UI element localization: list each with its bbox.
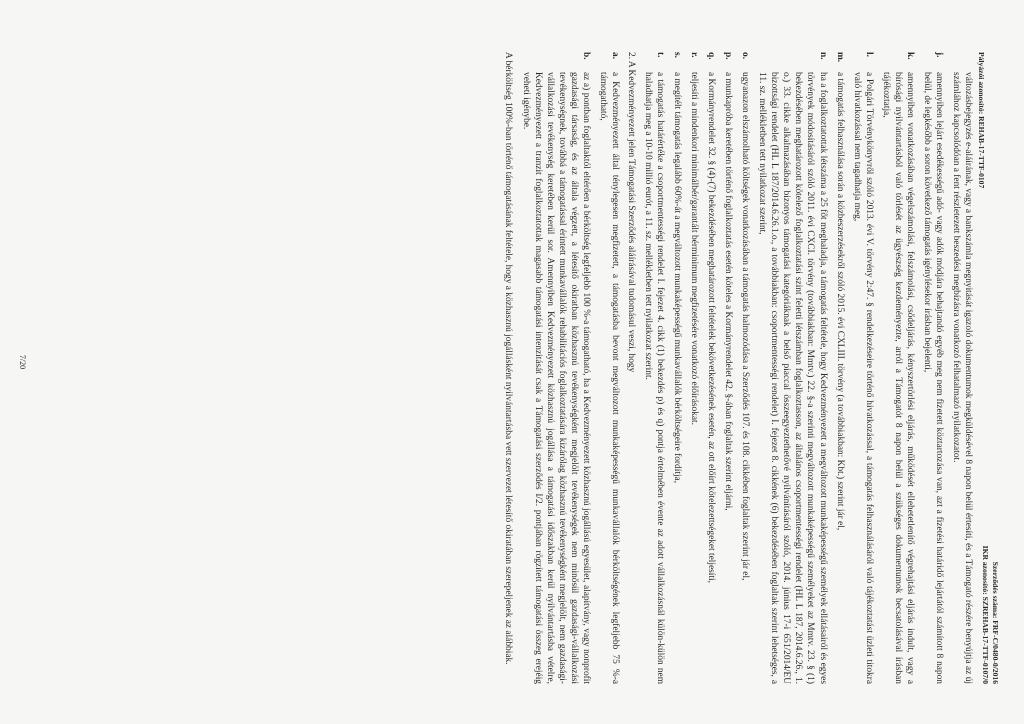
list-item: változásbejegyzés e-aláírának, vagy a bankszámla megnyitását igazoló dokumentumok megküldésével 8 napon belül értesíti, és a Támogató részére benyújtja az új számlához kapcsolódóan a fent részletezett beszedési megbízásra vonatkozó felhatalmazó nyilatkozatot. <box>950 72 973 684</box>
document-page <box>12 12 1012 712</box>
list-item: b. az a) pontban foglaltaktól eltérően a bérköltség legfeljebb 100 %-a támogatható, ha a Kedvezményezett közhasznú jogállású egyesület, alapítvány, vagy nonprofit gazdasági társaság, és az általa végzett, a létesítő okiratban közhasznú tevékenységként megjelölt tevékenységek nem minősül gazdasági-vállalkozási tevékenységnek, továbbá a támogatással érintett munkavállalók rehabilitációs foglalkoztatására kizárólag közhasznú tevékenységként megjelölt, nem gazdasági-vállalkozási tevékenység keretében kerül sor. Amennyiben Kedvezményezett közhasznú jogállása a támogatási időszakban kerül nyilvántartásba vételre, Kedvezményezett a tranzit foglalkoztatottak magasabb támogatási intenzitását csak a Támogatási szerződés I/2. pontjában rögzített támogatási összeg erejéig veheti igénybe. <box>520 52 591 684</box>
list-item: t. a támogatás határértéke a csoportmentességi rendelet I. fejezet 4. cikk (1) bekezdés p) és q) pontja értelmében évente az adott vállalkozásnál külön-külön nem haladhatja meg a 10-10 millió eurót, a 11. sz. mellékletben tett nyilatkozat szerint. <box>642 52 666 684</box>
ikr-id: IKR azonosító: SZREHAB-17-TTF-0107/0 <box>981 545 990 684</box>
list-item: p. a munkapróba keretében történő foglalkoztatás esetén köteles a Kormányrendelet 42. §-ában foglaltak szerint eljárni, <box>723 52 734 511</box>
contract-number: Szerződés száma: FRF-C/0480-0/2016 <box>991 561 1000 684</box>
list-item: q. a Kormányrendelet 32. § (4)-(7) bekezdésében meghatározott feltételek bekövetkezésének esetén, az ott előírt kötelezettségeket teljesíti, <box>706 52 717 583</box>
contract-ids <box>980 546 1000 684</box>
acknowledgements-list <box>520 52 621 684</box>
list-item: s. a megítélt támogatás legalább 60%-át a megváltozott munkaképességű munkavállalók bérköltségeire fordítja, <box>672 52 683 484</box>
closing-paragraph: A bérköltség 100%-ban történő támogatásának feltétele, hogy a közhasznú jogállásként nyilvántartásba vett szervezet létesítő okiratában szerepeljenek az alábbiak. <box>503 52 514 665</box>
applicant-id: Pályázói azonosító: REHAB-17-TTF-0107 <box>977 52 986 189</box>
list-item: l. a Polgári Törvénykönyvről szóló 2013. évi V. törvény 2:47. § rendelkezéseire történő hivatkozással, a támogatás felhasználásáról való tájékoztatást üzleti titokra való hivatkozással nem tagadhatja meg, <box>851 52 874 684</box>
list-item: n. ha a foglalkoztatottak létszáma a 25 főt meghaladja, a támogatás feltétele, hogy Kedvezményezett a megváltozott munkaképességű személyek ellátásairól és egyes törvények módosításáról szóló 2011. évi CXCI. törvény (továbbiakban: Mmtv.) 22. §-a szerinti megváltozott munkaképességű személyeket az Mmtv. 23. § (1) bekezdésében meghatározott kötelező foglalkoztatási szint feletti létszámban foglalkoztasson, az általános csoportmentességi rendelet (HL L 187, 2014.6.26., 1. o.) 33. cikke alkalmazásában bizonyos támogatási kategóriáknak a belső piaccal összeegyeztethetővé nyilvánításáról szóló, 2014. június 17-i 651/2014/EU bizottsági rendelet (HL L 187/2014.6.26.1.o., a továbbiakban: csoportmentességi rendelet) I. fejezet 8. cikkének (6) bekezdésében foglaltak szerint lehetséges, a 11. sz. mellékletben tett nyilatkozat szerint, <box>757 52 828 684</box>
page-number: 7/20 <box>18 354 28 370</box>
section-2-heading: 2. A Kedvezményezett jelen Támogatási Szerződés aláírásával tudomásul veszi, hogy <box>625 52 636 373</box>
list-item: r. teljesíti a mindenkori minimálbér/garantált bérminimum megfizetésére vonatkozó előírásokat. <box>689 52 700 426</box>
list-item: o. ugyanazon elszámolható költségek vonatkozásában a támogatás halmozódása a Szerződés 107. és 108. cikkében foglaltak szerint jár el, <box>740 52 751 581</box>
list-item: j. amennyiben lejárt esedékességű adó- vagy adók módjára behajtandó egyéb meg nem fizetett köztartozása van, azt a fizetési határidő lejártától számított 8 napon belül, de legkésőbb a soron következő támogatás igénylésekor írásban bejelenti, <box>921 52 944 684</box>
obligations-list <box>642 52 974 684</box>
list-item: a. a Kedvezményezett által ténylegesen megfizetett, a támogatásba bevont megváltozott munkaképességű munkavállalók bérköltségének legfeljebb 75 %-a támogatható, <box>597 52 620 684</box>
list-item: m. a támogatás felhasználása során a közbeszerzésekről szóló 2015. évi CXLIII. törvény (a továbbiakban: Kbt.) szerint jár el, <box>834 52 845 531</box>
page-header <box>974 52 1000 684</box>
list-item: k. amennyiben vonatkozásában végelszámolási, felszámolási, csődeljárás, kényszertörlési eljárás, működését ellehetetlenítő végrehajtási eljárás indult, vagy a bírósági nyilvántartásból való törlését az ügyészség kezdeményezte, arról a Támogatót 8 napon belül a szükséges dokumentumok becsatolásával írásban tájékoztatja, <box>880 52 915 684</box>
